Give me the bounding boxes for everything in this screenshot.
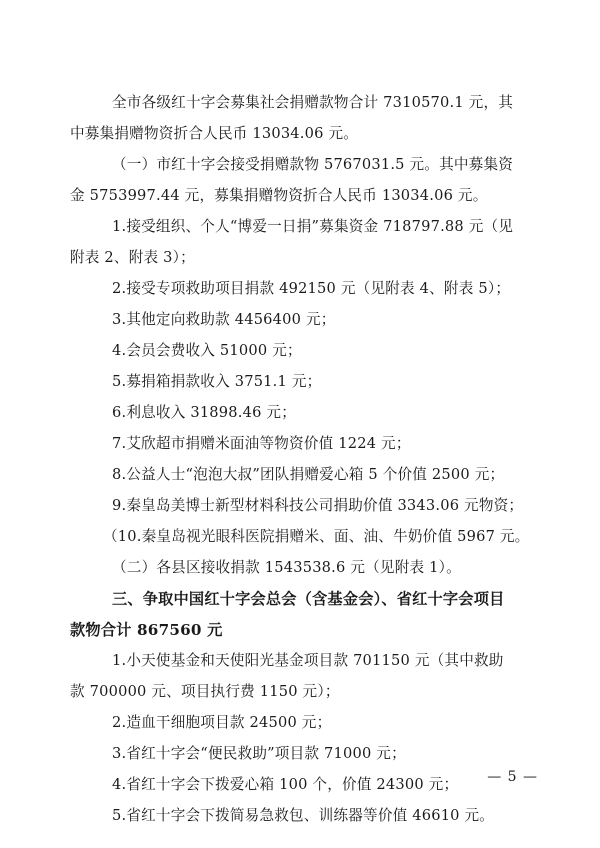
- list-item-continuation: 款 700000 元、项目执行费 1150 元）；: [70, 683, 340, 700]
- list-item: 7.艾欣超市捐赠米面油等物资价值 1224 元；: [112, 435, 411, 452]
- section-heading-continuation: 款物合计 867560 元: [70, 621, 223, 639]
- paragraph-line: （一）市红十字会接受捐赠款物 5767031.5 元。其中募集资: [112, 156, 514, 173]
- list-item: 2.造血干细胞项目款 24500 元；: [112, 714, 332, 731]
- page-number: — 5 —: [487, 769, 538, 785]
- list-item: 9.秦皇岛美博士新型材料科技公司捐助价值 3343.06 元物资；: [112, 497, 524, 514]
- paragraph-line: 中募集捐赠物资折合人民币 13034.06 元。: [70, 125, 359, 142]
- list-item-continuation: 附表 2、附表 3）；: [70, 249, 195, 266]
- list-item: 3.省红十字会“便民救助”项目款 71000 元；: [112, 745, 406, 762]
- list-item: （10.秦皇岛视光眼科医院捐赠米、面、油、牛奶价值 5967 元。: [103, 528, 530, 545]
- list-item: 4.会员会费收入 51000 元；: [112, 342, 302, 359]
- paragraph-line: 金 5753997.44 元，募集捐赠物资折合人民币 13034.06 元。: [70, 187, 488, 204]
- list-item: 3.其他定向救助款 4456400 元；: [112, 311, 336, 328]
- list-item: 5.省红十字会下拨简易急救包、训练器等价值 46610 元。: [112, 807, 495, 824]
- list-item: 2.接受专项救助项目捐款 492150 元（见附表 4、附表 5）；: [112, 280, 511, 297]
- paragraph-line: 全市各级红十字会募集社会捐赠款物合计 7310570.1 元，其: [112, 94, 514, 111]
- subsection-line: （二）各县区接收捐款 1543538.6 元（见附表 1）。: [112, 559, 461, 576]
- list-item: 4.省红十字会下拨爱心箱 100 个，价值 24300 元；: [112, 776, 459, 793]
- list-item: 1.接受组织、个人“博爱一日捐”募集资金 718797.88 元（见: [112, 218, 514, 235]
- list-item: 5.募捐箱捐款收入 3751.1 元；: [112, 373, 322, 390]
- list-item: 8.公益人士“泡泡大叔”团队捐赠爱心箱 5 个价值 2500 元；: [112, 466, 505, 483]
- list-item: 6.利息收入 31898.46 元；: [112, 404, 296, 421]
- list-item: 1.小天使基金和天使阳光基金项目款 701150 元（其中救助: [112, 652, 504, 669]
- section-heading: 三、争取中国红十字会总会（含基金会）、省红十字会项目: [112, 590, 505, 608]
